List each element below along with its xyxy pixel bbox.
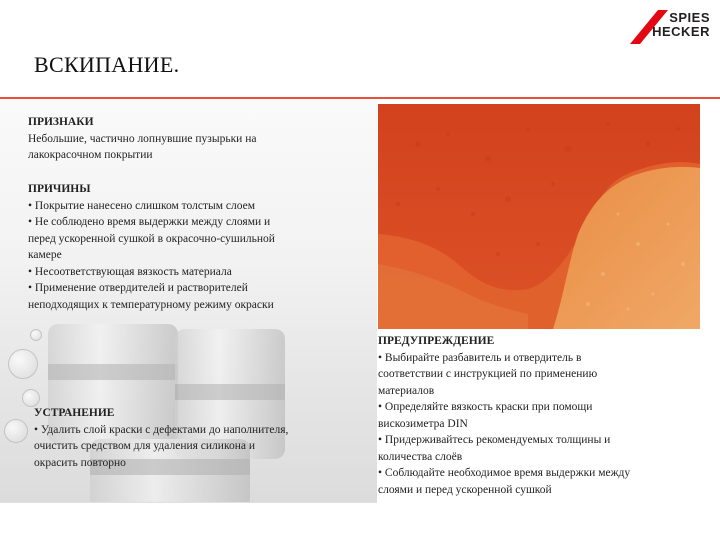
warning-line: • Придерживайтесь рекомендуемых толщины и xyxy=(378,434,611,446)
causes-line: перед ускоренной сушкой в окрасочно-сушильной xyxy=(28,232,275,245)
bottom-divider xyxy=(0,502,377,503)
signs-line: лакокрасочном покрытии xyxy=(28,149,153,161)
remedy-heading: УСТРАНЕНИЕ xyxy=(34,407,115,419)
remedy-line: • Удалить слой краски с дефектами до наполнителя, xyxy=(34,423,289,436)
logo-text-line1: SPIES xyxy=(669,10,710,25)
signs-heading: ПРИЗНАКИ xyxy=(28,116,94,128)
causes-line: • Не соблюдено время выдержки между слоями и xyxy=(28,216,271,228)
warning-line: слоями и перед ускоренной сушкой xyxy=(378,483,552,496)
bubble-graphic xyxy=(30,329,42,341)
logo-text-line2: HECKER xyxy=(652,24,710,39)
warning-line: вискозиметра DIN xyxy=(378,417,468,430)
warning-line: • Соблюдайте необходимое время выдержки между xyxy=(378,467,631,479)
signs-section xyxy=(28,114,256,164)
causes-line: • Покрытие нанесено слишком толстым слоем xyxy=(28,199,255,212)
causes-section xyxy=(28,181,275,313)
remedy-line: очистить средством для удаления силикона и xyxy=(34,440,255,452)
bubble-graphic xyxy=(4,419,28,443)
warning-heading: ПРЕДУПРЕЖДЕНИЕ xyxy=(378,335,495,347)
warning-line: соответствии с инструкцией по применению xyxy=(378,368,598,380)
warning-line: материалов xyxy=(378,384,435,397)
defect-photo xyxy=(378,104,700,329)
warning-line: • Определяйте вязкость краски при помощи xyxy=(378,401,593,413)
causes-line: • Несоответствующая вязкость материала xyxy=(28,265,232,278)
signs-line: Небольшие, частично лопнувшие пузырьки на xyxy=(28,132,257,145)
blistered-paint-texture xyxy=(378,104,700,329)
bubble-graphic xyxy=(8,349,38,379)
warning-line: количества слоёв xyxy=(378,450,463,463)
causes-line: неподходящих к температурному режиму окраски xyxy=(28,298,274,311)
warning-section xyxy=(378,333,630,498)
remedy-line: окрасить повторно xyxy=(34,456,126,469)
causes-line: • Применение отвердителей и растворителей xyxy=(28,282,248,294)
causes-line: камере xyxy=(28,249,62,261)
causes-heading: ПРИЧИНЫ xyxy=(28,183,91,195)
remedy-section xyxy=(34,405,288,471)
warning-line: • Выбирайте разбавитель и отвердитель в xyxy=(378,351,582,364)
page-title: ВСКИПАНИЕ. xyxy=(34,52,180,77)
spies-hecker-logo xyxy=(628,8,710,46)
